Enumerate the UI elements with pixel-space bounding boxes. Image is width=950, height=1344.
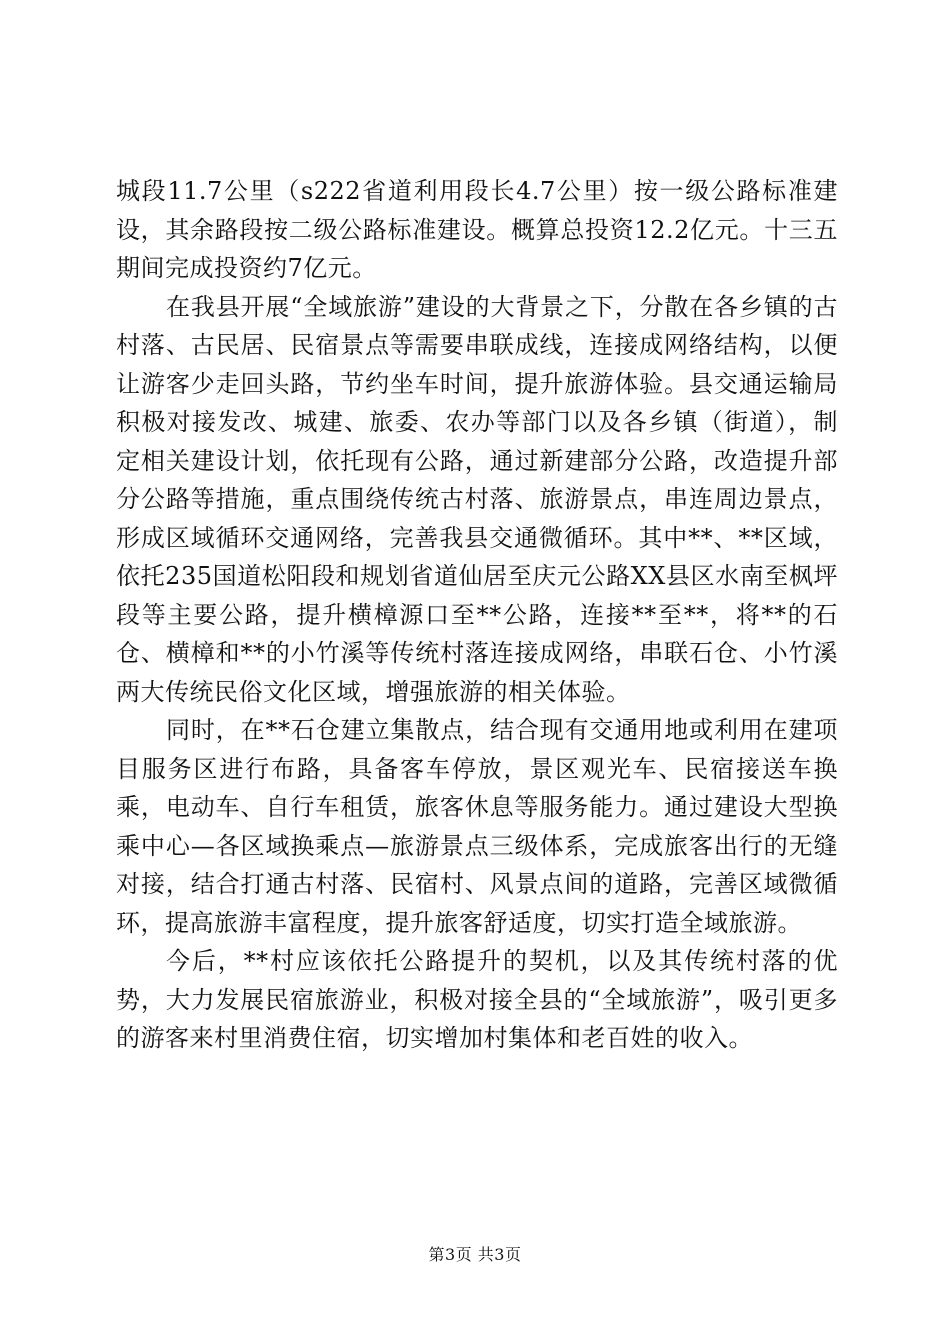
- paragraph-3: 同时，在**石仓建立集散点，结合现有交通用地或利用在建项目服务区进行布路，具备客车停放，景区观光车、民宿接送车换乘，电动车、自行车租赁，旅客休息等服务能力。通过建设大型换乘中心—各区域换乘点—旅游景点三级体系，完成旅客出行的无缝对接，结合打通古村落、民宿村、风景点间的道路，完善区域微循环，提高旅游丰富程度，提升旅客舒适度，切实打造全域旅游。: [116, 716, 838, 937]
- paragraph-4: 今后，**村应该依托公路提升的契机，以及其传统村落的优势，大力发展民宿旅游业，积极对接全县的“全域旅游”，吸引更多的游客来村里消费住宿，切实增加村集体和老百姓的收入。: [116, 947, 838, 1052]
- paragraph-1: 城段11.7公里（s222省道利用段长4.7公里）按一级公路标准建设，其余路段按二级公路标准建设。概算总投资12.2亿元。十三五期间完成投资约7亿元。: [116, 177, 838, 282]
- page-footer: 第3页 共3页: [428, 1245, 522, 1264]
- paragraph-2: 在我县开展“全域旅游”建设的大背景之下，分散在各乡镇的古村落、古民居、民宿景点等需要串联成线，连接成网络结构，以便让游客少走回头路，节约坐车时间，提升旅游体验。县交通运输局积极对接发改、城建、旅委、农办等部门以及各乡镇（街道），制定相关建设计划，依托现有公路，通过新建部分公路，改造提升部分公路等措施，重点围绕传统古村落、旅游景点，串连周边景点，形成区域循环交通网络，完善我县交通微循环。其中**、**区域，依托235国道松阳段和规划省道仙居至庆元公路XX县区水南至枫坪段等主要公路，提升横樟源口至**公路，连接**至**，将**的石仓、横樟和**的小竹溪等传统村落连接成网络，串联石仓、小竹溪两大传统民俗文化区域，增强旅游的相关体验。: [116, 292, 838, 706]
- document-body: [116, 172, 838, 1058]
